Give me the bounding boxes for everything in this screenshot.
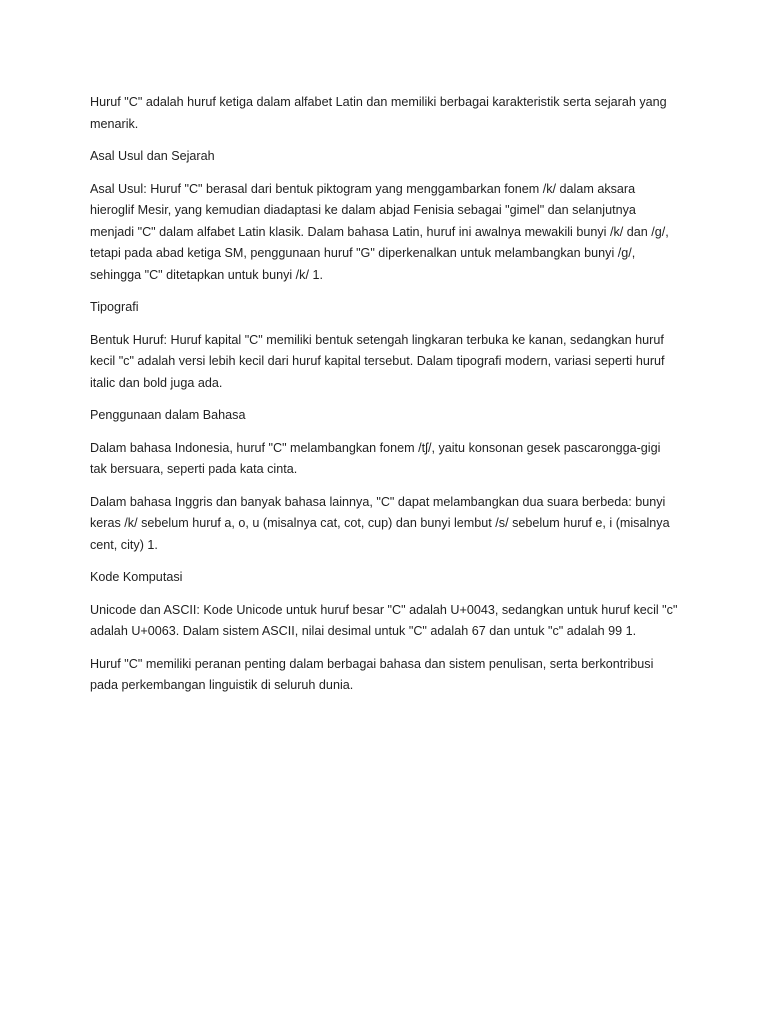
section-heading-penggunaan: Penggunaan dalam Bahasa — [90, 408, 246, 422]
closing-paragraph: Huruf "C" memiliki peranan penting dalam berbagai bahasa dan sistem penulisan, serta berkontribusi pada perkembangan linguistik di seluruh dunia. — [90, 656, 654, 692]
section-heading-kode-komputasi: Kode Komputasi — [90, 570, 183, 584]
bahasa-indonesia-paragraph: Dalam bahasa Indonesia, huruf "C" melambangkan fonem /tʃ/, yaitu konsonan gesek pascarongga-gigi tak bersuara, seperti pada kata cinta. — [90, 440, 661, 476]
kode-komputasi-paragraph: Unicode dan ASCII: Kode Unicode untuk huruf besar "C" adalah U+0043, sedangkan untuk huruf kecil "c" adalah U+0063. Dalam sistem ASCII, nilai desimal untuk "C" adalah 67 dan untuk "c" adalah 99 1. — [90, 602, 678, 638]
intro-paragraph: Huruf "C" adalah huruf ketiga dalam alfabet Latin dan memiliki berbagai karakteristik serta sejarah yang menarik. — [90, 95, 667, 131]
asal-usul-paragraph: Asal Usul: Huruf "C" berasal dari bentuk piktogram yang menggambarkan fonem /k/ dalam aksara hieroglif Mesir, yang kemudian diadaptasi ke dalam abjad Fenisia sebagai "gimel" dan selanjutnya menjadi "C" dalam alfabet Latin klasik. Dalam bahasa Latin, huruf ini awalnya mewakili bunyi /k/ dan /g/, tetapi pada abad ketiga SM, penggunaan huruf "G" diperkenalkan untuk melambangkan bunyi /g/, sehingga "C" ditetapkan untuk bunyi /k/ 1. — [90, 181, 669, 282]
section-heading-asal-usul: Asal Usul dan Sejarah — [90, 149, 215, 163]
document-page — [90, 92, 680, 708]
section-heading-tipografi: Tipografi — [90, 300, 139, 314]
bahasa-inggris-paragraph: Dalam bahasa Inggris dan banyak bahasa lainnya, "C" dapat melambangkan dua suara berbeda: bunyi keras /k/ sebelum huruf a, o, u (misalnya cat, cot, cup) dan bunyi lembut /s/ sebelum huruf e, i (misalnya cent, city) 1. — [90, 494, 670, 552]
tipografi-paragraph: Bentuk Huruf: Huruf kapital "C" memiliki bentuk setengah lingkaran terbuka ke kanan, sedangkan huruf kecil "c" adalah versi lebih kecil dari huruf kapital tersebut. Dalam tipografi modern, variasi seperti huruf italic dan bold juga ada. — [90, 332, 665, 390]
